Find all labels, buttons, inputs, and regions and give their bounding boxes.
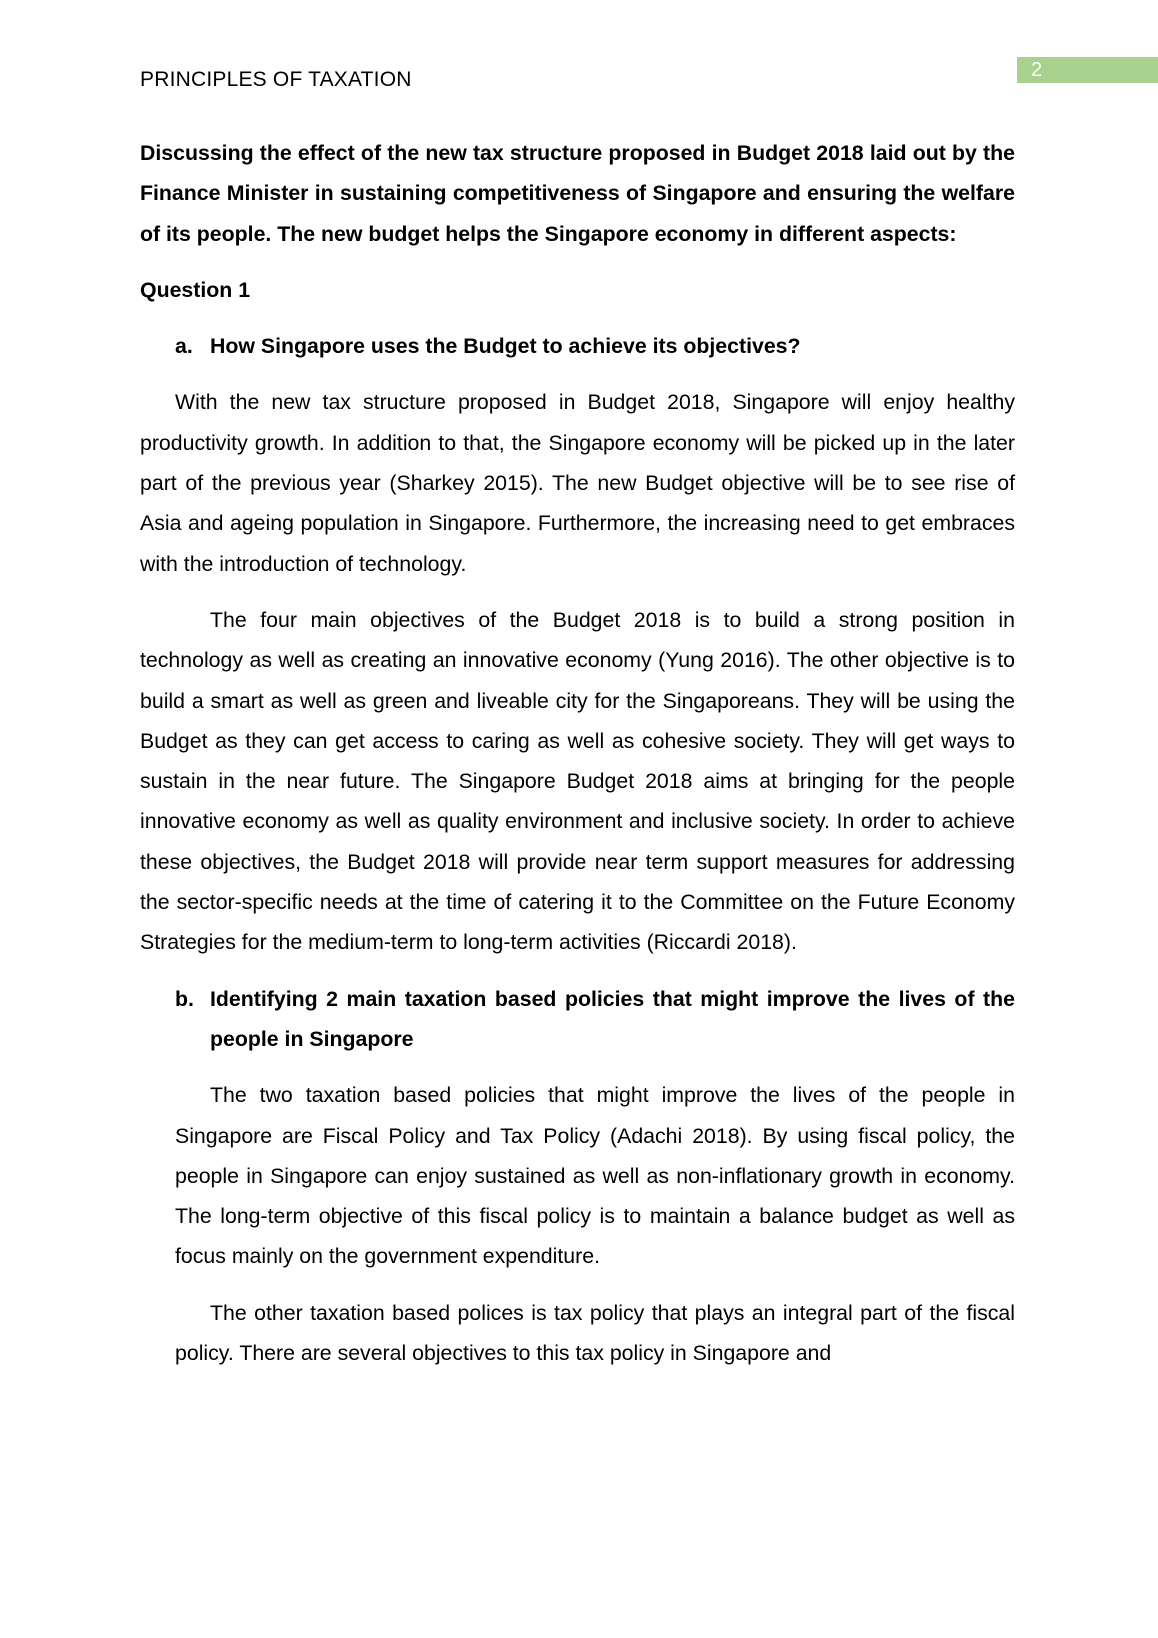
- paragraph-a2: The four main objectives of the Budget 2018 is to build a strong position in technology as well as creating an innovative economy (Yung 2016). The other objective is to build a smart as well as green and liveable city for the Singaporeans. They will be using the Budget as they can get access to caring as well as cohesive society. They will get ways to sustain in the near future. The Singapore Budget 2018 aims at bringing for the people innovative economy as well as quality environment and inclusive society. In order to achieve these objectives, the Budget 2018 will provide near term support measures for addressing the sector-specific needs at the time of catering it to the Committee on the Future Economy Strategies for the medium-term to long-term activities (Riccardi 2018).: [140, 607, 1015, 955]
- page-number-badge: [1017, 57, 1158, 83]
- paragraph-a1: With the new tax structure proposed in Budget 2018, Singapore will enjoy healthy productivity growth. In addition to that, the Singapore economy will be picked up in the later part of the previous year (Sharkey 2015). The new Budget objective will be to see rise of Asia and ageing population in Singapore. Furthermore, the increasing need to get embraces with the introduction of technology.: [140, 390, 1015, 576]
- list-marker-a: a.: [175, 334, 193, 359]
- running-header-title: PRINCIPLES OF TAXATION: [140, 68, 412, 91]
- intro-paragraph: Discussing the effect of the new tax structure proposed in Budget 2018 laid out by the Finance Minister in sustaining competitiveness of Singapore and ensuring the welfare of its people. The new budget helps the Singapore economy in different aspects:: [140, 141, 1015, 246]
- paragraph-b2: The other taxation based polices is tax policy that plays an integral part of the fiscal policy. There are several objectives to this tax policy in Singapore and: [175, 1300, 1015, 1366]
- subheading-b-text: Identifying 2 main taxation based policies that might improve the lives of the people in Singapore: [210, 986, 1015, 1051]
- question-label: Question 1: [140, 277, 251, 302]
- page-number: 2: [1031, 59, 1043, 81]
- document-body: [140, 133, 1015, 1373]
- subheading-b: [140, 979, 1015, 1060]
- subheading-a: [140, 326, 1015, 366]
- subheading-a-text: How Singapore uses the Budget to achieve its objectives?: [210, 334, 801, 359]
- paragraph-b1: The two taxation based policies that might improve the lives of the people in Singapore are Fiscal Policy and Tax Policy (Adachi 2018). By using fiscal policy, the people in Singapore can enjoy sustained as well as non-inflationary growth in economy. The long-term objective of this fiscal policy is to maintain a balance budget as well as focus mainly on the government expenditure.: [175, 1083, 1015, 1269]
- list-marker-b: b.: [175, 986, 194, 1011]
